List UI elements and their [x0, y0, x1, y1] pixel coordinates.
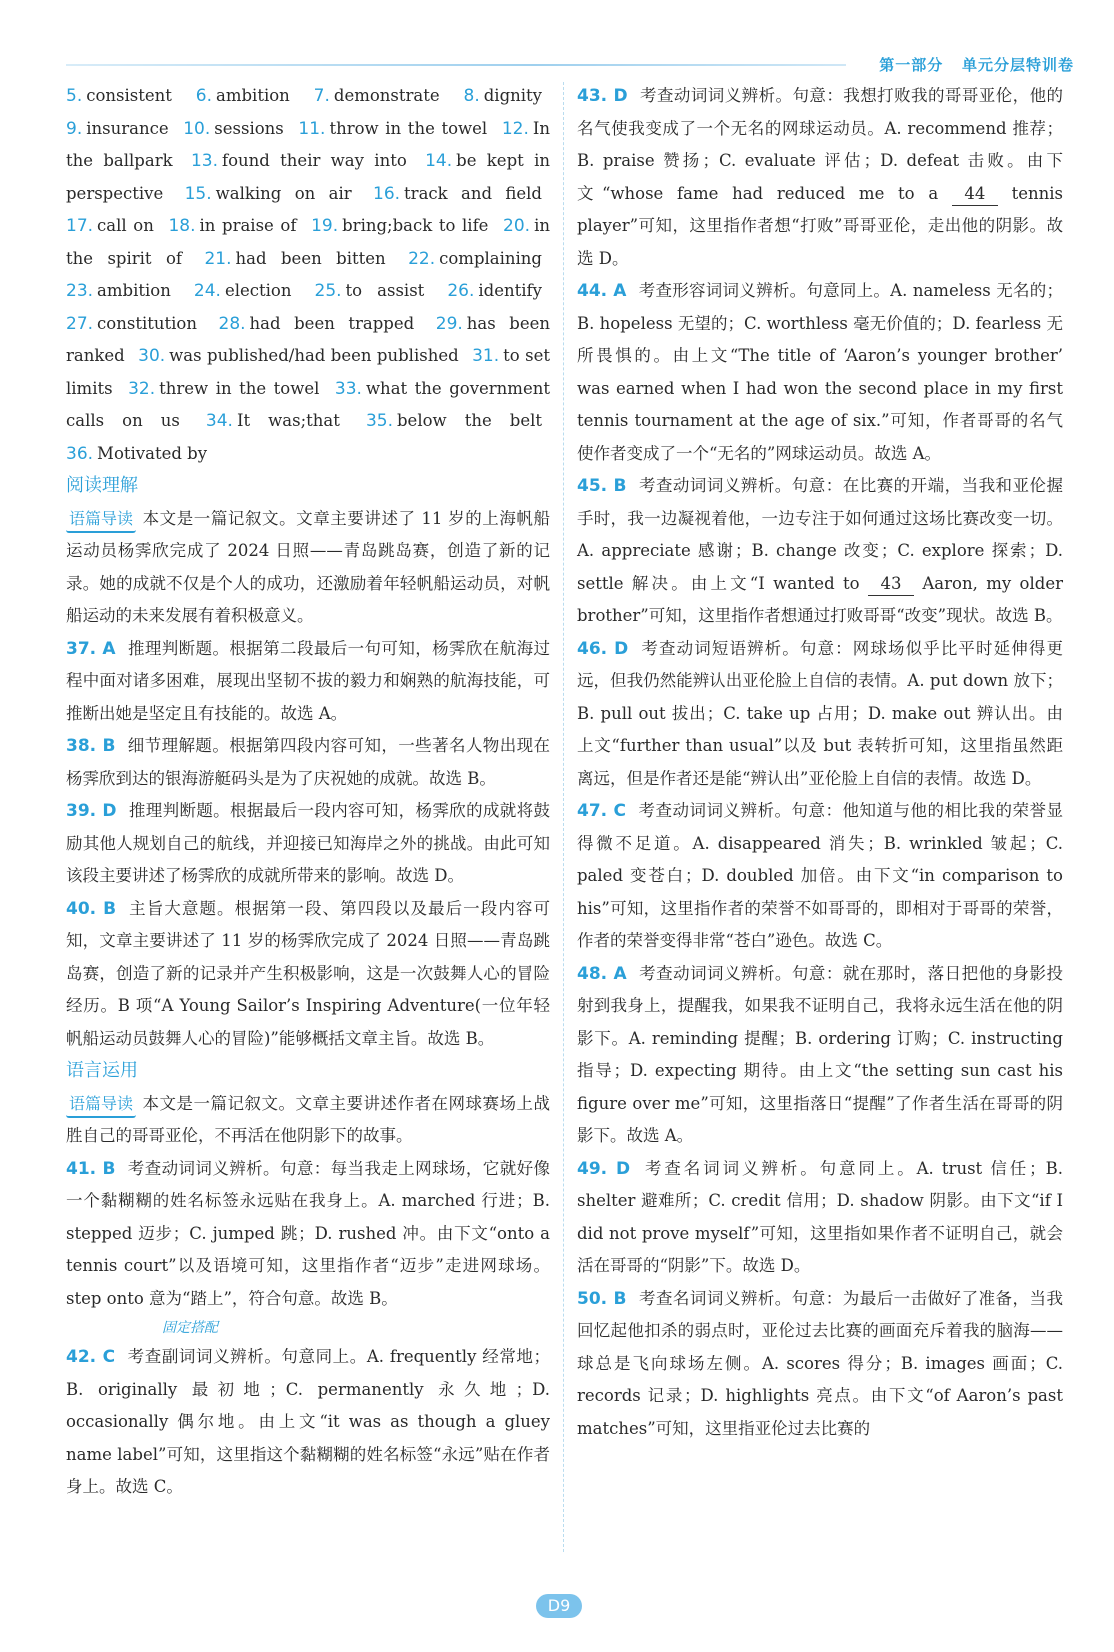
- vocab-answer-number: 34.: [205, 411, 233, 431]
- vocab-answer-number: 19.: [311, 216, 339, 236]
- answer-40: [66, 893, 550, 1056]
- answer-key: 39. D: [66, 801, 117, 821]
- reading-guide: [66, 503, 550, 633]
- vocab-answer-text: call on: [97, 216, 154, 235]
- answer-blank: 43: [868, 573, 914, 596]
- vocab-answer-item: [66, 86, 172, 105]
- answer-explanation: 考查副词词义辨析。句意同上。A. frequently 经常地；B. originally 最初地；C. permanently 永久地；D. occasionally 偶尔地。由上文“it was as though a gluey name label”可知，这里指这个黏糊糊的姓名标签“永远”贴在作者身上。故选 C。: [66, 1347, 550, 1496]
- vocab-answer-item: [66, 216, 154, 235]
- vocab-answer-item: [219, 314, 415, 333]
- vocab-answer-item: [447, 281, 542, 300]
- vocab-answer-item: [366, 411, 542, 430]
- fixed-collocation-note: 固定搭配: [162, 1320, 218, 1336]
- vocab-answer-text: below the belt: [397, 411, 543, 430]
- vocab-answer-text: track and field: [404, 183, 542, 203]
- vocab-answer-text: It was;that: [236, 411, 340, 430]
- answer-43: [577, 80, 1063, 275]
- answer-explanation: 考查名词词义辨析。句意同上。A. trust 信任；B. shelter 避难所；C. credit 信用；D. shadow 阴影。由下文“if I did not prove myself”可知，这里指如果作者不证明自己，就会活在哥哥的“阴影”下。故选 D。: [577, 1158, 1064, 1275]
- language-guide-text: 本文是一篇记叙文。文章主要讲述作者在网球赛场上战胜自己的哥哥亚伦，不再活在他阴影下的故事。: [66, 1093, 550, 1145]
- answer-explanation: 考查动词词义辨析。句意：在比赛的开端，当我和亚伦握手时，我一边凝视着他，一边专注于如何通过这场比赛改变一切。A. appreciate 感谢；B. change 改变；C. explore 探索；D. settle 解决。由上文“I wanted to: [577, 476, 1064, 593]
- vocab-answer-number: 27.: [66, 313, 94, 334]
- answer-39: [66, 795, 550, 893]
- vocab-answer-number: 33.: [334, 378, 362, 399]
- answer-47: [577, 795, 1063, 958]
- answer-key: 40. B: [66, 898, 117, 919]
- vocab-answer-text: ambition: [216, 86, 290, 105]
- page-number: D9: [536, 1594, 582, 1618]
- vocab-answer-item: [204, 249, 385, 268]
- vocab-answer-number: 25.: [314, 281, 342, 301]
- answer-key: 49. D: [577, 1158, 631, 1179]
- page-header: [879, 54, 1074, 75]
- answer-explanation: 考查形容词词义辨析。句意同上。A. nameless 无名的；B. hopeless 无望的；C. worthless 毫无价值的；D. fearless 无所畏惧的。由上文“The title of ‘Aaron’s younger brother’ was earned when I had won the second place in my first tennis tournament at the age of six.”可知，作者哥哥的名气使作者变成了一个“无名的”网球运动员。故选 A。: [577, 281, 1063, 463]
- vocab-answer-number: 30.: [138, 346, 166, 366]
- vocab-answer-number: 9.: [66, 118, 83, 139]
- vocab-answer-item: [408, 249, 542, 268]
- vocab-answer-text: Motivated by: [97, 443, 208, 463]
- answer-42: [66, 1341, 550, 1504]
- language-guide: [66, 1088, 550, 1153]
- vocab-answer-text: In the ballpark: [66, 118, 551, 170]
- vocab-answer-text: ambition: [97, 281, 171, 300]
- answer-explanation-cont: Aaron, my older brother”可知，这里指作者想通过打败哥哥“改变”现状。故选 B。: [577, 573, 1063, 625]
- answer-explanation: 考查动词词义辨析。句意：就在那时，落日把他的身影投射到我身上，提醒我，如果我不证明自己，我将永远生活在他的阴影下。A. reminding 提醒；B. ordering 订购；C. instructing 指导；D. expecting 期待。由上文“the setting sun cast his figure over me”可知，这里指落日“提醒”了作者生活在哥哥的阴影下。故选 A。: [577, 963, 1063, 1145]
- vocab-answer-item: [138, 346, 459, 365]
- vocab-answer-number: 16.: [373, 183, 401, 204]
- answer-key: 44. A: [577, 281, 627, 301]
- answer-explanation: 细节理解题。根据第四段内容可知，一些著名人物出现在杨霁欣到达的银海游艇码头是为了庆祝她的成就。故选 B。: [66, 736, 551, 788]
- vocab-answer-item: [168, 216, 296, 235]
- vocab-answer-number: 23.: [66, 281, 94, 301]
- vocab-answer-text: throw in the towel: [329, 118, 488, 138]
- vocab-answer-number: 8.: [463, 86, 480, 106]
- answer-key: 45. B: [577, 476, 627, 496]
- header-series: 单元分层特训卷: [961, 56, 1074, 74]
- answer-explanation-cont: tennis player”可知，这里指作者想“打败”哥哥亚伦，走出他的阴影。故选 D。: [577, 183, 1063, 268]
- answer-38: [66, 730, 550, 795]
- vocab-answer-number: 29.: [435, 313, 463, 334]
- vocab-answer-text: dignity: [483, 86, 543, 105]
- vocab-answer-item: [311, 216, 488, 235]
- vocab-answer-item: [315, 281, 425, 300]
- answer-explanation: 推理判断题。根据最后一段内容可知，杨霁欣的成就将鼓励其他人规划自己的航线，并迎接已知海岸之外的挑战。由此可知该段主要讲述了杨霁欣的成就所带来的影响。故选 D。: [66, 801, 550, 885]
- answer-explanation: 考查动词词义辨析。句意：我想打败我的哥哥亚伦，他的名气使我变成了一个无名的网球运动员。A. recommend 推荐；B. praise 赞扬；C. evaluate 评估；D. defeat 击败。由下文“whose fame had reduced me to a: [577, 86, 1064, 203]
- vocab-answer-text: in praise of: [199, 216, 297, 235]
- left-column: [66, 80, 550, 1504]
- vocab-answer-number: 5.: [66, 86, 83, 106]
- vocab-answer-text: constitution: [97, 313, 197, 333]
- vocab-answer-number: 17.: [66, 216, 94, 236]
- vocab-answer-number: 21.: [204, 248, 232, 269]
- language-guide-tag: 语篇导读: [66, 1092, 136, 1118]
- vocab-answer-item: [66, 444, 207, 463]
- vocab-answer-item: [206, 411, 340, 430]
- vocab-answer-item: [298, 119, 487, 138]
- vocab-answer-number: 24.: [193, 281, 221, 301]
- vocab-answer-text: consistent: [86, 86, 172, 105]
- answer-key: 41. B: [66, 1158, 116, 1179]
- column-divider: [563, 82, 564, 1552]
- vocab-answer-item: [194, 281, 292, 300]
- vocab-answer-number: 14.: [425, 151, 453, 171]
- vocab-answer-number: 12.: [501, 118, 529, 139]
- vocab-answer-number: 28.: [218, 313, 246, 334]
- answer-41: [66, 1153, 550, 1316]
- language-section-title: 语言运用: [66, 1060, 138, 1081]
- vocab-answer-text: in the spirit of: [66, 216, 550, 268]
- vocab-answer-text: demonstrate: [333, 86, 440, 105]
- vocab-answer-text: was published/had been published: [169, 346, 459, 365]
- answer-key: 38. B: [66, 736, 116, 756]
- vocab-answer-number: 7.: [313, 86, 330, 106]
- answer-44: [577, 275, 1063, 470]
- vocab-answer-item: [196, 86, 290, 105]
- vocab-answer-number: 36.: [66, 443, 94, 464]
- vocab-answer-item: [464, 86, 543, 105]
- answer-key: 42. C: [66, 1347, 116, 1367]
- answer-key: 37. A: [66, 638, 116, 659]
- vocab-answer-text: bring;back to life: [342, 216, 489, 235]
- vocab-answer-number: 11.: [298, 118, 326, 139]
- vocab-answer-number: 10.: [183, 118, 211, 139]
- header-rule: [66, 64, 846, 66]
- vocab-answer-text: has been ranked: [66, 313, 550, 365]
- answer-explanation: 推理判断题。根据第二段最后一句可知，杨霁欣在航海过程中面对诸多困难，展现出坚韧不拔的毅力和娴熟的航海技能，可推断出她是坚定且有技能的。故选 A。: [66, 638, 550, 723]
- vocab-answer-text: complaining: [439, 248, 542, 268]
- vocab-answer-number: 22.: [408, 248, 436, 269]
- vocab-answer-text: had been trapped: [249, 313, 415, 333]
- reading-guide-tag: 语篇导读: [66, 507, 136, 533]
- right-column: [577, 80, 1063, 1445]
- vocab-answers: [66, 80, 550, 470]
- answer-key: 43. D: [577, 86, 628, 106]
- vocab-answer-number: 6.: [195, 86, 212, 106]
- answer-explanation: 考查动词短语辨析。句意：网球场似乎比平时延伸得更远，但我仍然能辨认出亚伦脸上自信的表情。A. put down 放下；B. pull out 拔出；C. take up 占用；D. make out 辨认出。由上文“further than usual”以及 but 表转折可知，这里指虽然距离远，但是作者还是能“辨认出”亚伦脸上自信的表情。故选 D。: [577, 638, 1063, 788]
- answer-key: 46. D: [577, 638, 629, 659]
- vocab-answer-item: [183, 119, 284, 138]
- header-part: 第一部分: [879, 56, 944, 74]
- vocab-answer-text: election: [224, 281, 292, 300]
- vocab-answer-number: 13.: [190, 151, 218, 171]
- answer-blank: 44: [952, 183, 998, 206]
- vocab-answer-number: 31.: [472, 346, 500, 366]
- vocab-answer-text: threw in the towel: [159, 378, 320, 398]
- answer-key: 47. C: [577, 801, 627, 821]
- vocab-answer-text: walking on air: [215, 183, 352, 203]
- vocab-answer-item: [66, 281, 171, 300]
- vocab-answer-text: what the government calls on us: [66, 378, 550, 430]
- vocab-answer-text: had been bitten: [235, 248, 386, 268]
- answer-49: [577, 1153, 1063, 1283]
- reading-section-title: 阅读理解: [66, 475, 138, 496]
- answer-46: [577, 633, 1063, 796]
- vocab-answer-text: found their way into: [221, 151, 407, 170]
- vocab-answer-text: be kept in perspective: [66, 151, 551, 203]
- vocab-answer-number: 15.: [184, 183, 212, 204]
- answer-key: 50. B: [577, 1288, 627, 1309]
- vocab-answer-text: sessions: [214, 118, 284, 138]
- answer-48: [577, 958, 1063, 1153]
- answer-45: [577, 470, 1063, 633]
- vocab-answer-text: identify: [478, 281, 542, 300]
- vocab-answer-text: to assist: [345, 281, 425, 300]
- answer-explanation: 主旨大意题。根据第一段、第四段以及最后一段内容可知，文章主要讲述了 11 岁的杨霁欣完成了 2024 日照——青岛跳岛赛，创造了新的记录并产生积极影响，这是一次鼓舞人心的冒险经历。B 项“A Young Sailor’s Inspiring Adventure(一位年轻帆船运动员鼓舞人心的冒险)”能够概括文章主旨。故选 B。: [66, 898, 550, 1048]
- vocab-answer-item: [314, 86, 440, 105]
- vocab-answer-item: [66, 119, 169, 138]
- answer-explanation: 考查动词词义辨析。句意：每当我走上网球场，它就好像一个黏糊糊的姓名标签永远贴在我身上。A. marched 行进；B. stepped 迈步；C. jumped 跳；D. rushed 冲。由下文“onto a tennis court”以及语境可知，这里指作者“迈步”走进网球场。step onto 意为“踏上”，符合句意。故选 B。: [66, 1158, 551, 1308]
- vocab-answer-item: [185, 184, 352, 203]
- vocab-answer-number: 35.: [365, 411, 393, 431]
- reading-guide-text: 本文是一篇记叙文。文章主要讲述了 11 岁的上海帆船运动员杨霁欣完成了 2024 日照——青岛跳岛赛，创造了新的记录。她的成就不仅是个人的成功，还激励着年轻帆船运动员，对帆船运动的未来发展有着积极意义。: [66, 508, 550, 625]
- vocab-answer-text: to set limits: [66, 346, 550, 398]
- vocab-answer-number: 20.: [503, 216, 531, 236]
- vocab-answer-item: [66, 314, 197, 333]
- vocab-answer-item: [128, 379, 319, 398]
- vocab-answer-text: insurance: [86, 118, 169, 138]
- vocab-answer-number: 18.: [168, 216, 196, 236]
- vocab-answer-number: 26.: [447, 281, 475, 301]
- vocab-answer-item: [373, 184, 542, 203]
- answer-explanation: 考查名词词义辨析。句意：为最后一击做好了准备，当我回忆起他扣杀的弱点时，亚伦过去比赛的画面充斥着我的脑海——球总是飞向球场左侧。A. scores 得分；B. images 画面；C. records 记录；D. highlights 亮点。由下文“of Aaron’s past matches”可知，这里指亚伦过去比赛的: [577, 1288, 1064, 1438]
- answer-explanation: 考查动词词义辨析。句意：他知道与他的相比我的荣誉显得微不足道。A. disappeared 消失；B. wrinkled 皱起；C. paled 变苍白；D. doubled 加倍。由下文“in comparison to his”可知，这里指作者的荣誉不如哥哥的，即相对于哥哥的荣誉，作者的荣誉变得非常“苍白”逊色。故选 C。: [577, 801, 1064, 950]
- answer-key: 48. A: [577, 963, 627, 984]
- vocab-answer-number: 32.: [128, 378, 156, 399]
- answer-37: [66, 633, 550, 731]
- answer-50: [577, 1283, 1063, 1446]
- vocab-answer-item: [191, 151, 407, 170]
